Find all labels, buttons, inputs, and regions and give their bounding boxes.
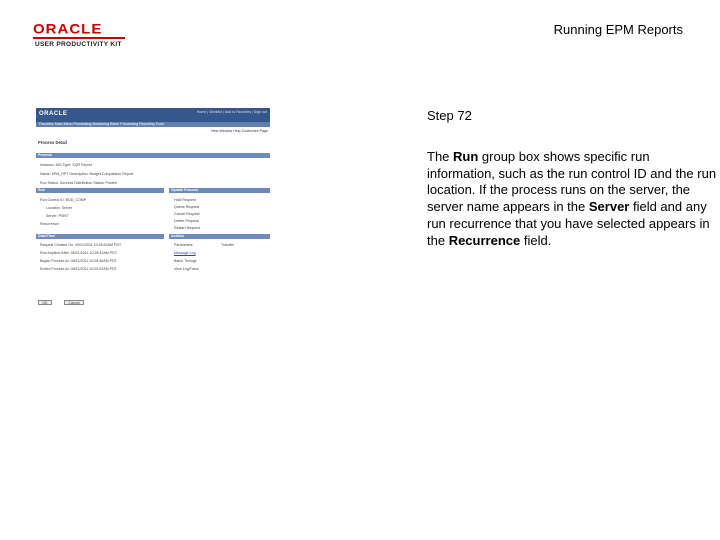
desc-server-term: Server — [588, 199, 630, 215]
desc-text: field and any run recurrence that you have selected appears in the — [427, 199, 710, 248]
shot-menu-tabs: Favorites Main Menu Processing Monitoring Batch Processing Reporting Tools — [36, 122, 270, 127]
desc-run-term: Run — [453, 149, 479, 164]
shot-run-line: Run Control ID: BUD_COMP — [40, 198, 87, 202]
shot-datetime-line: Request Created On: 09/21/2011 10:28:42AM PDT — [40, 243, 122, 247]
shot-cancel-button: Cancel — [64, 300, 84, 305]
shot-run-line: Recurrence: — [40, 222, 60, 226]
shot-datetime-line: Began Process At: 09/21/2011 10:28:46AM PDT — [40, 259, 117, 263]
shot-run-line: Location: Server — [46, 206, 73, 210]
shot-update-option: Queue Request — [174, 205, 200, 209]
shot-top-links: Home | Worklist | Add to Favorites | Sign out — [196, 110, 267, 114]
shot-update-option: Hold Request — [174, 198, 196, 202]
shot-process-line: Instance: 893 Type: SQR Report — [40, 163, 92, 167]
logo-subtitle: USER PRODUCTIVITY KIT — [35, 41, 122, 48]
shot-actions-section: Actions — [169, 234, 270, 239]
page-header-title: Running EPM Reports — [553, 22, 683, 37]
step-label: Step 72 — [427, 108, 472, 123]
shot-datetime-line: Run Anytime After: 09/21/2011 10:28:42AM PDT — [40, 251, 118, 255]
shot-page-title: Process Detail — [38, 140, 67, 145]
shot-run-line: Server: PSNT — [46, 214, 69, 218]
shot-update-option: Restart Request — [174, 226, 200, 230]
shot-update-option: Cancel Request — [174, 212, 200, 216]
shot-run-section: Run — [36, 188, 164, 193]
logo-brand: ORACLE — [33, 21, 103, 38]
shot-topbar — [36, 108, 270, 122]
shot-process-section: Process — [36, 153, 270, 158]
process-detail-screenshot — [36, 108, 270, 308]
oracle-upk-logo — [33, 22, 125, 48]
shot-action-item: Parameters — [174, 243, 193, 247]
shot-process-line: Run Status: Success Distribution Status: Posted — [40, 181, 117, 185]
shot-action-extra: Transfer — [221, 243, 235, 247]
shot-action-item: Message Log — [174, 251, 196, 255]
shot-action-item: View Log/Trace — [174, 267, 199, 271]
shot-brand: ORACLE — [39, 111, 68, 117]
desc-recurrence-term: Recurrence — [448, 232, 521, 248]
shot-update-option: Delete Request — [174, 219, 199, 223]
shot-ok-button: OK — [38, 300, 52, 305]
step-description — [427, 149, 717, 249]
shot-action-item: Batch Timings — [174, 259, 197, 263]
shot-datetime-section: Date/Time — [36, 234, 164, 239]
shot-tools: New Window Help Customize Page — [211, 129, 268, 133]
shot-process-line: Name: EPM_RPT Description: Budget Comparison Report — [40, 172, 134, 176]
desc-text: The — [427, 149, 454, 164]
shot-update-section: Update Process — [169, 188, 270, 193]
shot-datetime-line: Ended Process At: 09/21/2011 10:29:02AM PDT — [40, 267, 117, 271]
desc-text: field. — [520, 232, 552, 248]
desc-text: group box shows specific run information, such as the run control ID and the run location. If the process runs on the server, the server name appears in the — [427, 149, 717, 215]
logo-bar — [33, 37, 125, 39]
